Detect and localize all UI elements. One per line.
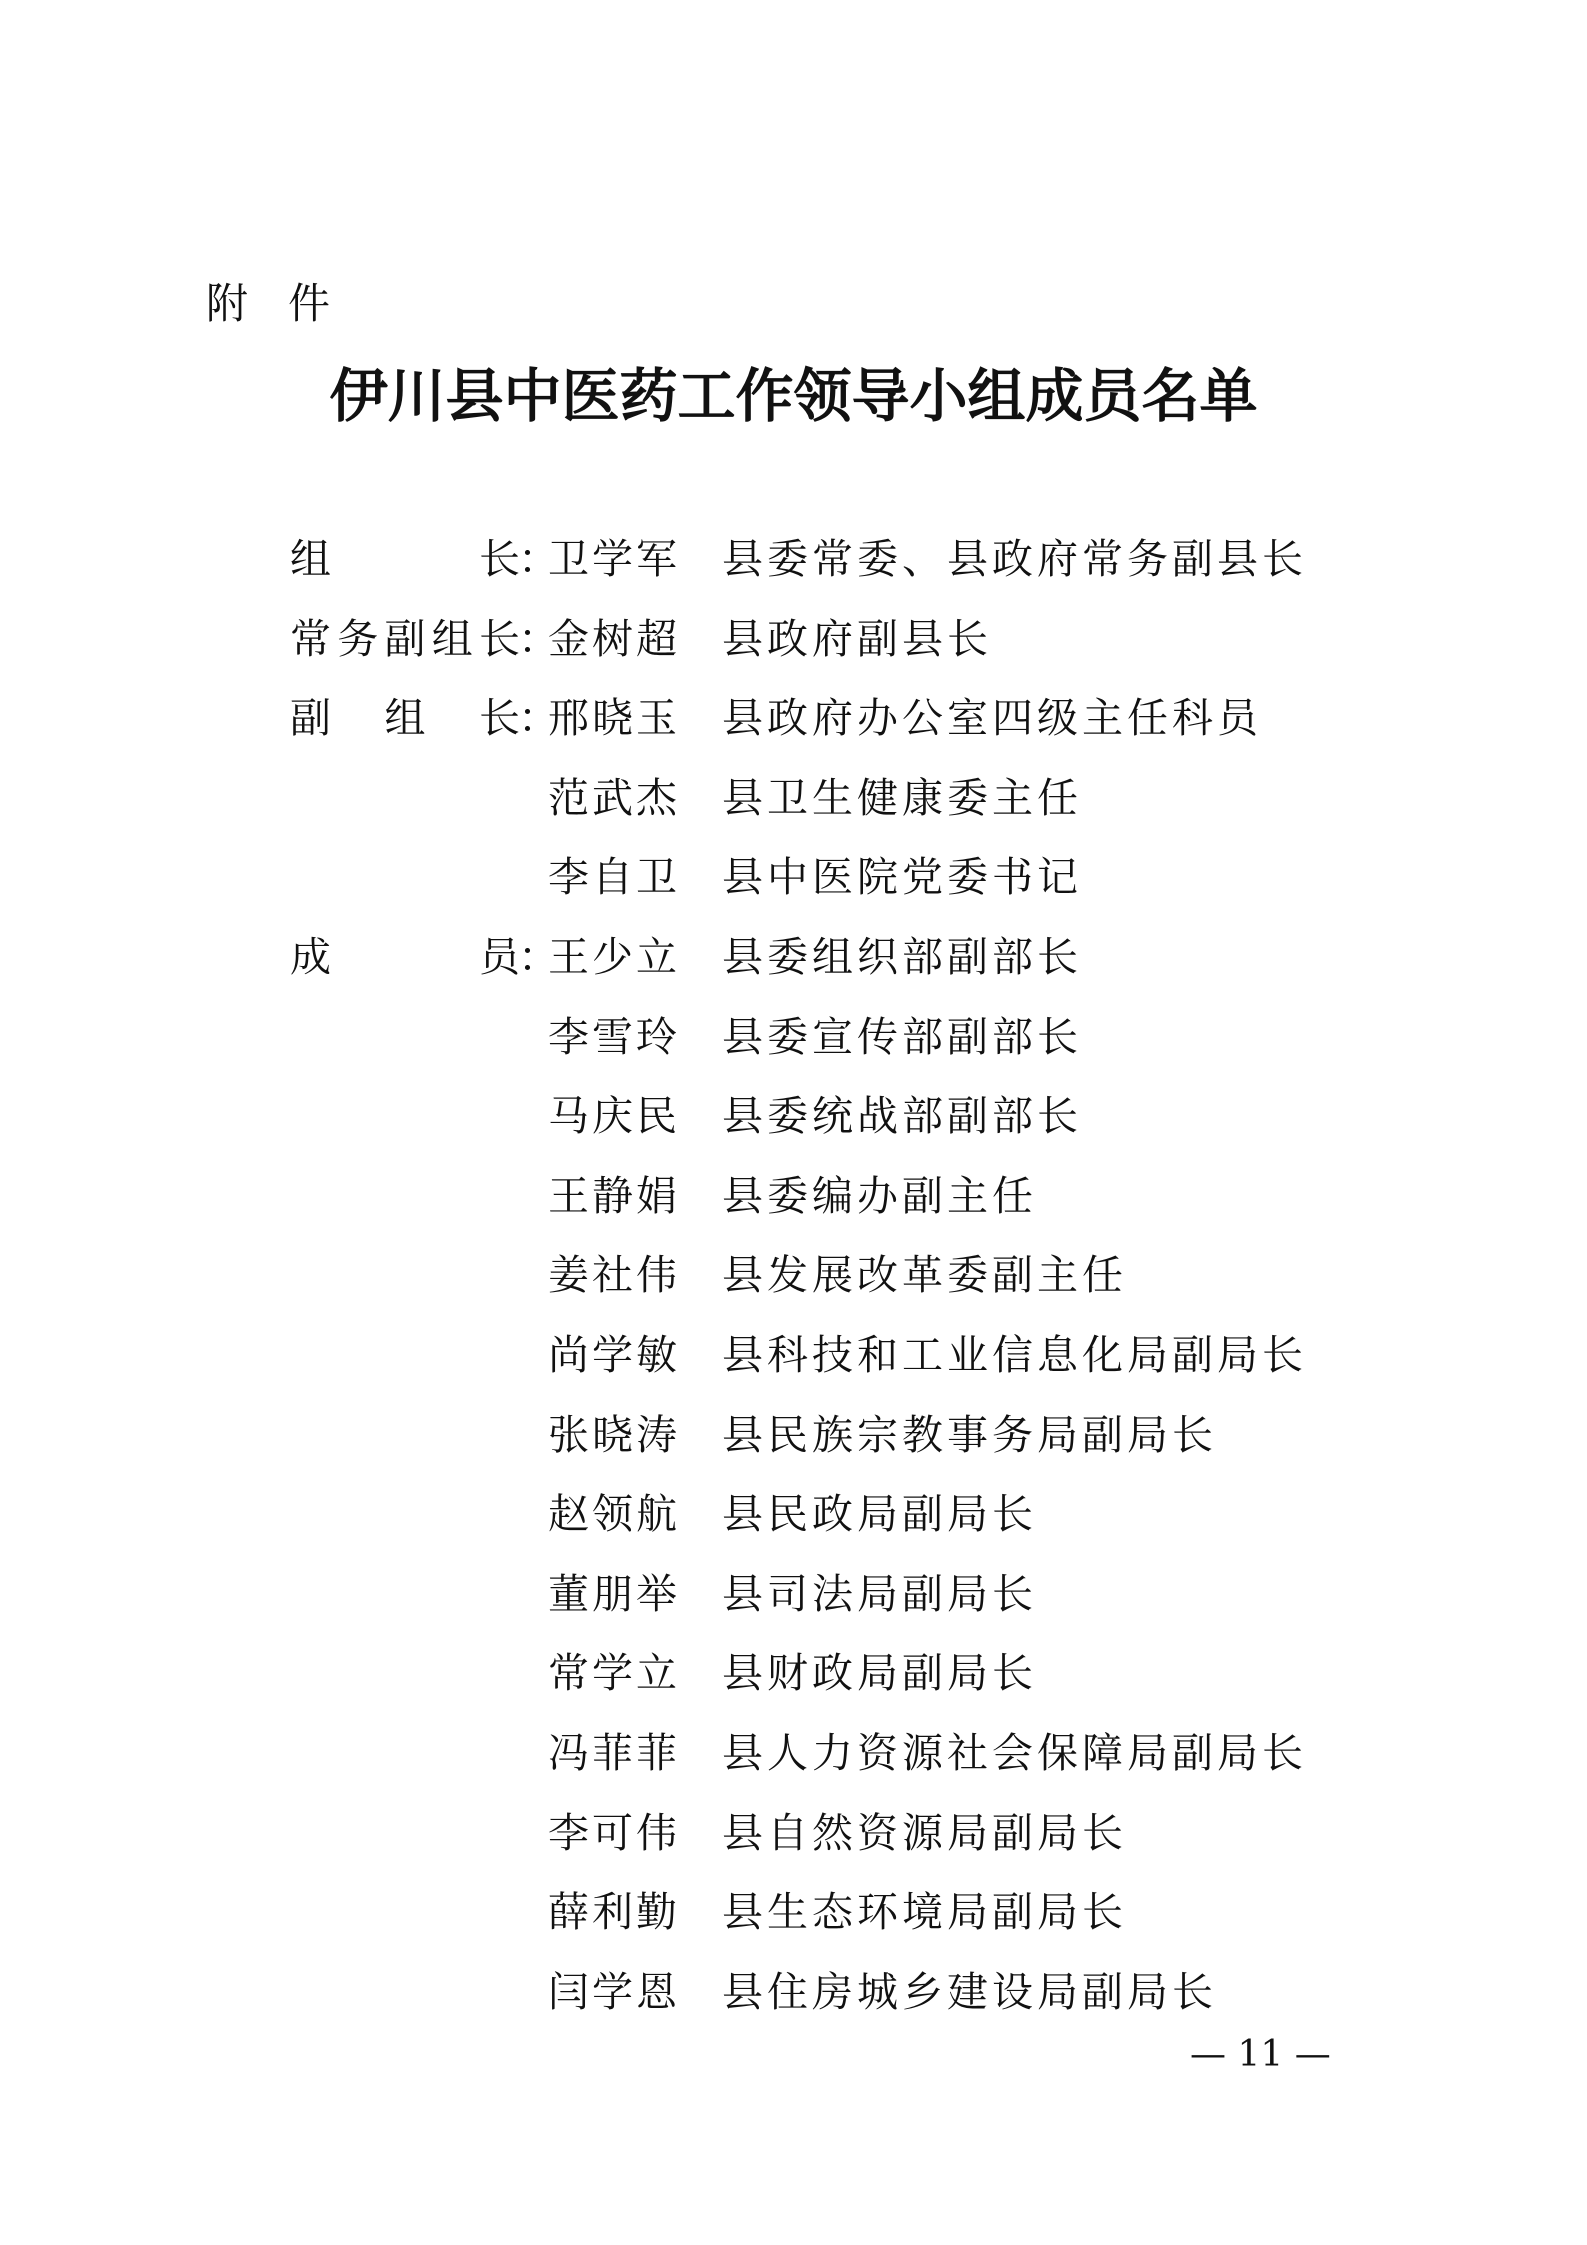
document-title: 伊川县中医药工作领导小组成员名单 [329,362,1258,430]
role-char: 副 [290,694,331,743]
roster-row [290,1794,1390,1874]
role-char: 组 [384,694,426,743]
member-position: 县委编办副主任 [722,1171,1037,1220]
member-name: 马庆民 [548,1092,680,1141]
role-text [290,520,520,600]
member-position: 县委组织部副部长 [722,932,1082,981]
member-position: 县卫生健康委主任 [722,773,1082,822]
roster-row [290,1555,1390,1635]
roster-row [290,918,1390,998]
member-position: 县委统战部副部长 [722,1092,1082,1141]
member-position: 县民族宗教事务局副局长 [722,1410,1217,1459]
attachment-label: 附件 [206,279,371,328]
member-name: 姜社伟 [548,1251,680,1300]
roster-row [290,838,1390,918]
member-name: 董朋举 [548,1569,680,1618]
roster-row [290,679,1390,759]
member-position: 县委宣传部副部长 [722,1012,1082,1061]
roster-row [290,1714,1390,1794]
member-position: 县司法局副局长 [722,1569,1037,1618]
role-label [290,679,559,759]
role-colon: ： [518,932,559,981]
member-name: 薛利勤 [548,1888,680,1937]
member-position: 县生态环境局副局长 [722,1888,1127,1937]
role-text [290,918,520,998]
role-char: 长 [479,614,520,663]
role-char: 员 [479,932,520,981]
member-position: 县科技和工业信息化局副局长 [722,1330,1307,1379]
role-label [290,918,559,998]
roster-list [290,520,1390,2032]
member-position: 县中医院党委书记 [722,853,1082,902]
role-text [290,679,520,759]
member-position: 县委常委、县政府常务副县长 [722,535,1307,583]
member-name: 范武杰 [548,773,680,822]
role-colon: ： [518,535,559,583]
member-position: 县自然资源局副局长 [722,1808,1127,1857]
member-position: 县民政局副局长 [722,1490,1037,1539]
role-char: 组 [290,535,331,583]
member-position: 县政府副县长 [722,614,992,663]
member-name: 卫学军 [548,535,680,583]
roster-row [290,1236,1390,1316]
role-char: 副 [384,614,426,663]
role-char: 长 [479,694,520,743]
member-name: 李可伟 [548,1808,680,1857]
roster-row [290,1316,1390,1396]
roster-row [290,1077,1390,1157]
member-position: 县政府办公室四级主任科员 [722,694,1262,743]
role-char: 长 [479,535,520,583]
roster-row [290,1634,1390,1714]
member-position: 县住房城乡建设局副局长 [722,1967,1217,2016]
roster-row [290,998,1390,1078]
member-name: 金树超 [548,614,680,663]
page-number: — 11 — [1190,2034,1331,2075]
role-text [290,600,520,680]
roster-row [290,1953,1390,2033]
member-name: 冯菲菲 [548,1728,680,1777]
member-name: 李雪玲 [548,1012,680,1061]
roster-row [290,600,1390,680]
member-name: 王少立 [548,932,680,981]
role-label [290,600,559,680]
roster-row [290,1157,1390,1237]
role-char: 务 [337,614,379,663]
roster-row [290,1475,1390,1555]
member-name: 李自卫 [548,853,680,902]
role-colon: ： [518,694,559,743]
member-name: 常学立 [548,1649,680,1698]
roster-row [290,1396,1390,1476]
role-colon: ： [518,614,559,663]
member-name: 闫学恩 [548,1967,680,2016]
role-char: 组 [431,614,473,663]
member-name: 邢晓玉 [548,694,680,743]
role-label [290,520,559,600]
member-position: 县发展改革委副主任 [722,1251,1127,1300]
role-char: 成 [290,932,331,981]
roster-row [290,759,1390,839]
member-position: 县人力资源社会保障局副局长 [722,1728,1307,1777]
role-char: 常 [290,614,331,663]
roster-row [290,1873,1390,1953]
member-name: 王静娟 [548,1171,680,1220]
member-name: 赵领航 [548,1490,680,1539]
member-name: 尚学敏 [548,1330,680,1379]
member-position: 县财政局副局长 [722,1649,1037,1698]
member-name: 张晓涛 [548,1410,680,1459]
roster-row [290,520,1390,600]
